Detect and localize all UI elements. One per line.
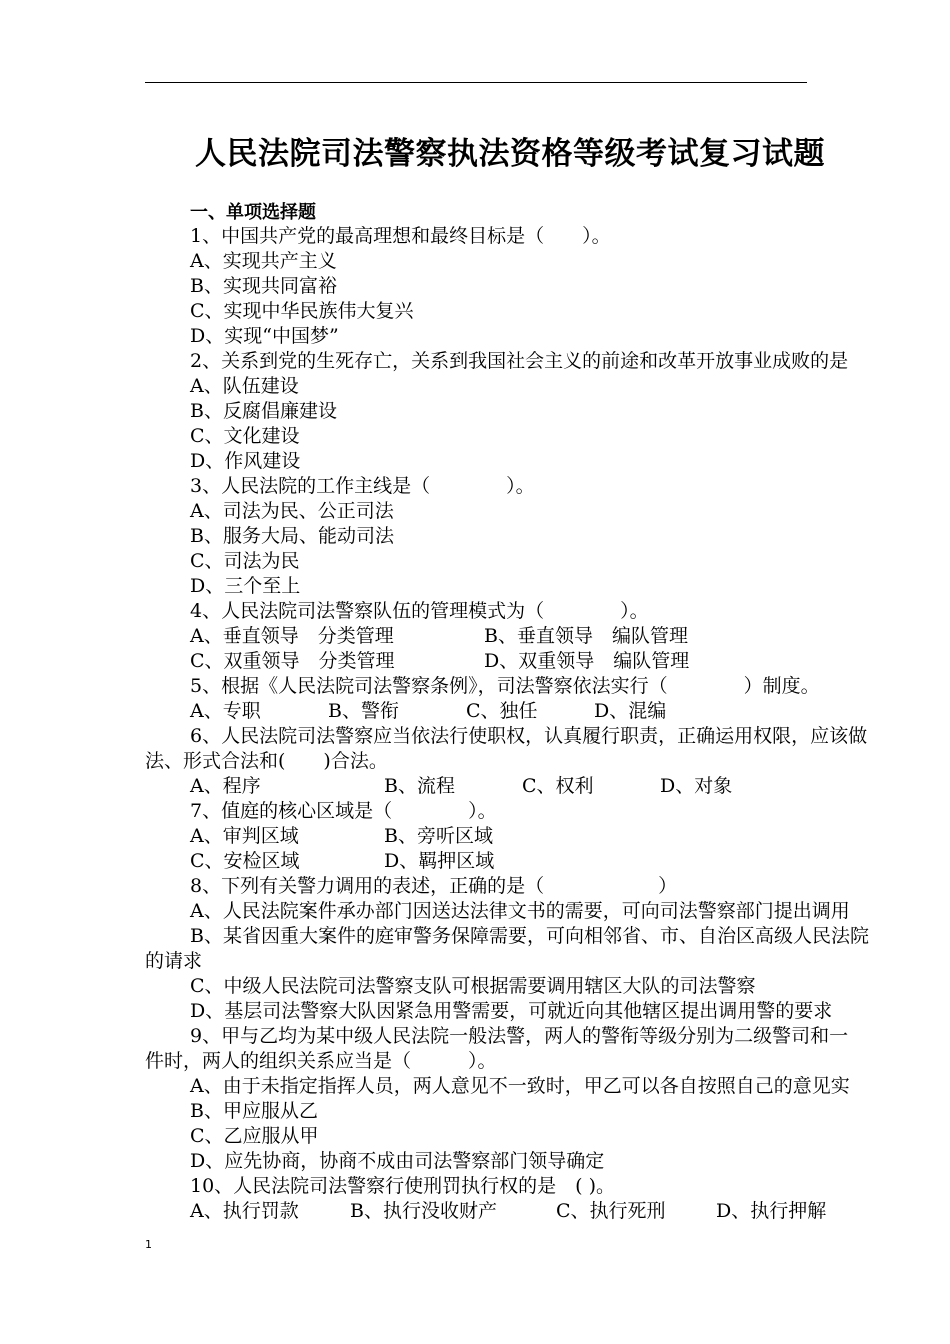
question-5-options-row: [190, 699, 667, 723]
question-4-option-a: A、垂直领导 分类管理: [190, 625, 394, 647]
question-6-stem-line-1: 6、人民法院司法警察应当依法行使职权，认真履行职责，正确运用权限，应该做: [190, 725, 868, 747]
question-7-options-row-2: [190, 849, 495, 873]
question-7-options-row-1: [190, 824, 493, 848]
question-8-option-c: C、中级人民法院司法警察支队可根据需要调用辖区大队的司法警察: [190, 975, 756, 997]
question-8-stem: 8、下列有关警力调用的表述，正确的是（ ）: [190, 875, 678, 897]
page-number: 1: [145, 1238, 152, 1251]
question-8-option-b-line-2: 的请求: [145, 950, 203, 972]
question-1-option-c: C、实现中华民族伟大复兴: [190, 300, 414, 322]
question-2-option-c: C、文化建设: [190, 425, 300, 447]
question-9-stem-line-1: 9、甲与乙均为某中级人民法院一般法警，两人的警衔等级分别为二级警司和一: [190, 1025, 849, 1047]
question-6-option-b: B、流程: [384, 775, 455, 797]
question-7-option-b: B、旁听区域: [384, 825, 493, 847]
question-9-option-a: A、由于未指定指挥人员，两人意见不一致时，甲乙可以各自按照自己的意见实: [190, 1075, 850, 1097]
page-title: 人民法院司法警察执法资格等级考试复习试题: [195, 136, 825, 172]
question-9-option-b: B、甲应服从乙: [190, 1100, 318, 1122]
question-6-option-a: A、程序: [190, 775, 261, 797]
question-3-option-d: D、三个至上: [190, 575, 301, 597]
question-8-option-a: A、人民法院案件承办部门因送达法律文书的需要，可向司法警察部门提出调用: [190, 900, 850, 922]
question-3-option-c: C、司法为民: [190, 550, 300, 572]
question-6-stem-line-2: 法、形式合法和( )合法。: [145, 750, 388, 772]
question-7-option-a: A、审判区域: [190, 825, 299, 847]
question-3-option-a: A、司法为民、公正司法: [190, 500, 394, 522]
question-10-stem: 10、人民法院司法警察行使刑罚执行权的是 ( )。: [190, 1175, 616, 1197]
question-4-option-c: C、双重领导 分类管理: [190, 650, 395, 672]
question-2-stem: 2、关系到党的生死存亡，关系到我国社会主义的前途和改革开放事业成败的是: [190, 350, 849, 372]
question-8-option-b-line-1: B、某省因重大案件的庭审警务保障需要，可向相邻省、市、自治区高级人民法院: [190, 925, 869, 947]
question-1-stem: 1、中国共产党的最高理想和最终目标是（ ）。: [190, 225, 611, 247]
question-4-option-d: D、双重领导 编队管理: [484, 650, 690, 672]
question-6-option-c: C、权利: [522, 775, 594, 797]
question-4-options-row-1: [190, 624, 688, 648]
question-4-option-b: B、垂直领导 编队管理: [484, 625, 688, 647]
question-7-option-c: C、安检区域: [190, 850, 300, 872]
question-5-option-a: A、专职: [190, 700, 261, 722]
question-10-option-d: D、执行押解: [716, 1200, 827, 1222]
question-8-option-d: D、基层司法警察大队因紧急用警需要，可就近向其他辖区提出调用警的要求: [190, 1000, 833, 1022]
question-7-stem: 7、值庭的核心区域是（ ）。: [190, 800, 497, 822]
question-2-option-b: B、反腐倡廉建设: [190, 400, 337, 422]
header-rule: [145, 82, 807, 83]
question-3-option-b: B、服务大局、能动司法: [190, 525, 394, 547]
question-1-option-a: A、实现共产主义: [190, 250, 337, 272]
question-1-option-b: B、实现共同富裕: [190, 275, 337, 297]
question-10-options-row: [190, 1199, 827, 1223]
question-10-option-c: C、执行死刑: [556, 1200, 666, 1222]
question-7-option-d: D、羁押区域: [384, 850, 495, 872]
question-2-option-a: A、队伍建设: [190, 375, 299, 397]
question-6-options-row: [190, 774, 733, 798]
question-4-stem: 4、人民法院司法警察队伍的管理模式为（ ）。: [190, 600, 649, 622]
section-heading: 一、单项选择题: [190, 202, 316, 223]
question-5-stem: 5、根据《人民法院司法警察条例》，司法警察依法实行（ ）制度。: [190, 675, 820, 697]
question-2-option-d: D、作风建设: [190, 450, 301, 472]
question-10-option-b: B、执行没收财产: [350, 1200, 497, 1222]
question-5-option-c: C、独任: [466, 700, 538, 722]
question-10-option-a: A、执行罚款: [190, 1200, 299, 1222]
question-9-stem-line-2: 件时，两人的组织关系应当是（ ）。: [145, 1050, 497, 1072]
question-4-options-row-2: [190, 649, 690, 673]
question-5-option-b: B、警衔: [328, 700, 399, 722]
question-5-option-d: D、混编: [594, 700, 667, 722]
question-3-stem: 3、人民法院的工作主线是（ ）。: [190, 475, 535, 497]
question-6-option-d: D、对象: [660, 775, 733, 797]
question-9-option-c: C、乙应服从甲: [190, 1125, 319, 1147]
question-9-option-d: D、应先协商，协商不成由司法警察部门领导确定: [190, 1150, 605, 1172]
question-1-option-d: D、实现“中国梦”: [190, 325, 339, 347]
